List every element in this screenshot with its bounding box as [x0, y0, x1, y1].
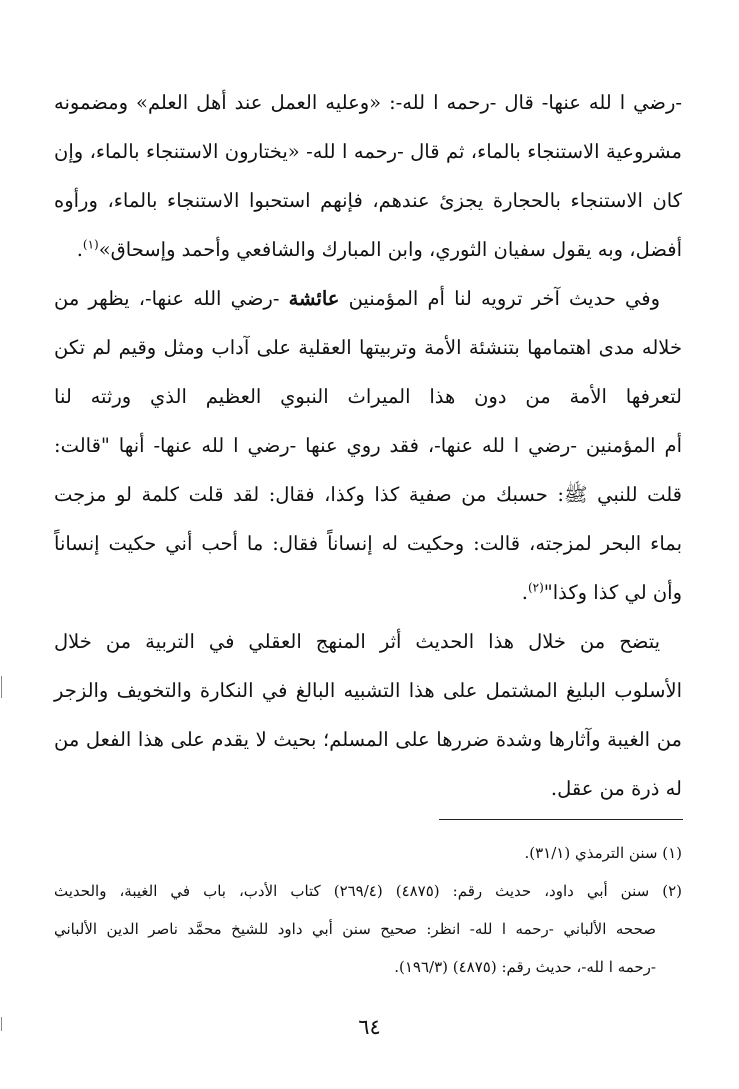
text-line	[54, 274, 682, 323]
page-number: ٦٤	[358, 1015, 381, 1039]
text-line: كان الاستنجاء بالحجارة يجزئ عندهم، فإنهم استحبوا الاستنجاء بالماء، ورأوه	[54, 189, 682, 212]
text-line: وأن لي كذا وكذا"$^{(٢)}$.	[521, 580, 682, 604]
text-line: مشروعية الاستنجاء بالماء، ثم قال -رحمه ا لله- «يختارون الاستنجاء بالماء، وإن	[54, 140, 682, 163]
paragraph-2	[54, 274, 682, 617]
text-fragment: وفي حديث آخر ترويه لنا أم المؤمنين	[348, 287, 660, 310]
footnotes	[54, 834, 682, 986]
footnote-ref-1[interactable]: (١)	[82, 237, 99, 252]
footnote-2-continuation: -رحمه ا لله-، حديث رقم: (٤٨٧٥) (١٩٦/٣).	[394, 958, 656, 976]
highlighted-name: عائشة	[288, 287, 340, 310]
text-line: أفضل، وبه يقول سفيان الثوري، وابن المبارك والشافعي وأحمد وإسحاق»$^{(١)}$.	[76, 237, 682, 261]
text-line: بماء البحر لمزجته، قالت: وحكيت له إنساناً فقال: ما أحب أني حكيت إنساناً	[54, 532, 682, 555]
text-fragment: وأن لي كذا وكذا"	[543, 581, 682, 604]
main-text	[54, 78, 682, 813]
text-line: أم المؤمنين -رضي ا لله عنها-، فقد روي عنها -رضي ا لله عنها- أنها "قالت:	[54, 434, 682, 457]
scan-margin-mark	[1, 1017, 2, 1031]
footnote-1: (١) سنن الترمذي (٣١/١).	[524, 844, 682, 862]
paragraph-3	[54, 617, 682, 813]
text-line: قلت للنبي ﷺ: حسبك من صفية كذا وكذا، فقال: لقد قلت كلمة لو مزجت	[54, 483, 682, 506]
text-line: يتضح من خلال هذا الحديث أثر المنهج العقلي في التربية من خلال	[54, 630, 660, 653]
footnote-2: (٢) سنن أبي داود، حديث رقم: (٤٨٧٥) (٢٦٩/٤) كتاب الأدب، باب في الغيبة، والحديث	[54, 882, 682, 900]
text-fragment: -رضي الله عنها-، يظهر من	[54, 287, 280, 310]
text-line: -رضي ا لله عنها- قال -رحمه ا لله-: «وعليه العمل عند أهل العلم» ومضمونه	[54, 91, 682, 114]
footnote-separator	[439, 819, 683, 820]
text-line: من الغيبة وآثارها وشدة ضررها على المسلم؛ بحيث لا يقدم على هذا الفعل من	[54, 728, 682, 751]
text-line: لتعرفها الأمة من دون هذا الميراث النبوي العظيم الذي ورثته لنا	[54, 385, 682, 408]
text-fragment: أفضل، وبه يقول سفيان الثوري، وابن المبارك والشافعي وأحمد وإسحاق»	[98, 238, 682, 261]
paragraph-1	[54, 78, 682, 274]
footnote-ref-2[interactable]: (٢)	[527, 580, 544, 595]
footnote-2-continuation: صححه الألباني -رحمه ا لله- انظر: صحيح سنن أبي داود للشيخ محمَّد ناصر الدين الألباني	[54, 920, 656, 938]
text-line: الأسلوب البليغ المشتمل على هذا التشبيه البالغ في النكارة والتخويف والزجر	[54, 679, 682, 702]
scan-margin-mark	[1, 676, 2, 698]
text-line: خلاله مدى اهتمامها بتنشئة الأمة وتربيتها العقلية على آداب ومثل وقيم لم تكن	[54, 336, 682, 359]
text-line: له ذرة من عقل.	[550, 777, 682, 800]
